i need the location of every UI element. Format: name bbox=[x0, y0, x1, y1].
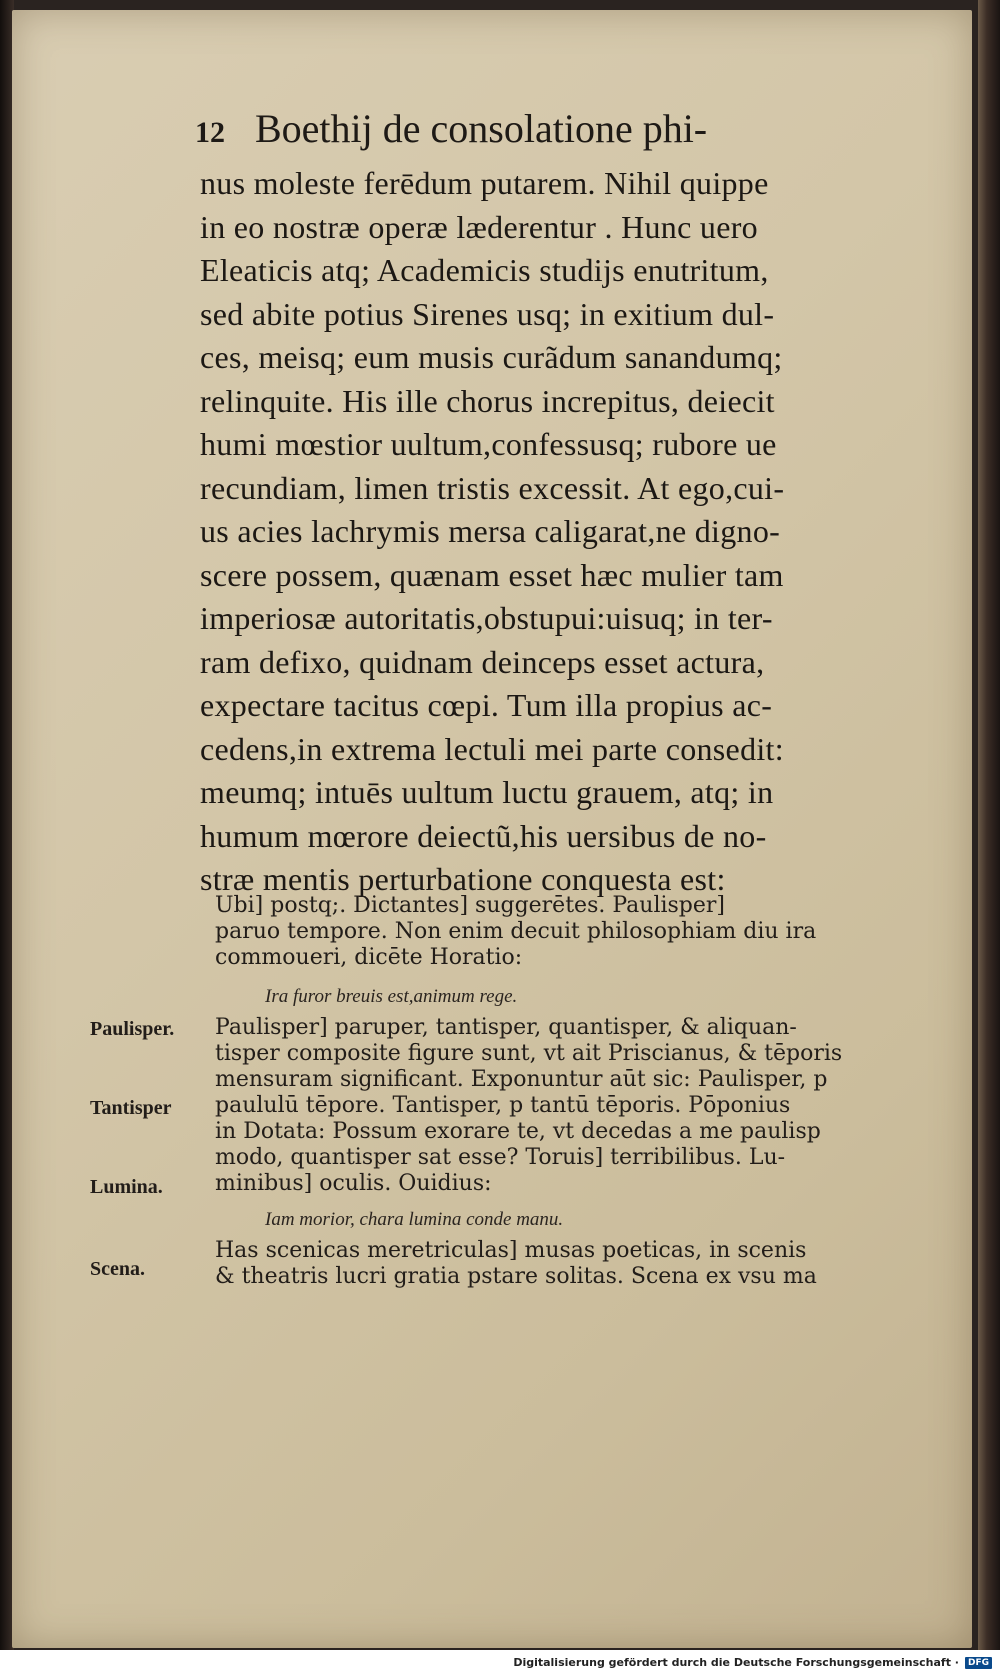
book-binding-right bbox=[978, 0, 1000, 1650]
commentary-line: tisper composite figure sunt, vt ait Priscianus, & tēporis bbox=[215, 1041, 843, 1066]
margin-note-scena: Scena. bbox=[90, 1258, 145, 1280]
commentary-line: paululū tēpore. Tantisper, p tantū tēporis. Pōponius bbox=[215, 1093, 791, 1118]
main-line: humum mœrore deiectũ,his uersibus de no- bbox=[200, 817, 767, 854]
main-line: relinquite. His ille chorus increpitus, deiecit bbox=[200, 382, 775, 419]
main-line: ram defixo, quidnam deinceps esset actura, bbox=[200, 643, 765, 680]
running-title: Boethij de consolatione phi- bbox=[255, 106, 708, 151]
margin-note-tantisper: Tantisper bbox=[90, 1097, 172, 1119]
main-line: meumq; intuēs uultum luctu grauem, atq; in bbox=[200, 774, 774, 810]
commentary-line: minibus] oculis. Ouidius: bbox=[215, 1171, 492, 1196]
main-line: sed abite potius Sirenes usq; in exitium dul- bbox=[200, 295, 775, 332]
commentary-line: Ubi] postq;. Dictantes] suggerētes. Paulisper] bbox=[215, 893, 726, 918]
margin-note-paulisper: Paulisper. bbox=[90, 1018, 175, 1040]
main-text bbox=[200, 162, 880, 902]
digitization-footer bbox=[0, 1650, 1000, 1675]
commentary-line: mensuram significant. Exponuntur aūt sic: Paulisper, p bbox=[215, 1067, 828, 1092]
commentary-line: & theatris lucri gratia pstare solitas. Scena ex vsu ma bbox=[215, 1264, 817, 1289]
main-line: in eo nostræ operæ læderentur . Hunc uero bbox=[200, 208, 758, 245]
verse-quote: Iam morior, chara lumina conde manu. bbox=[265, 1209, 564, 1230]
main-line: Eleaticis atq; Academicis studijs enutritum, bbox=[200, 252, 769, 288]
main-line: nus moleste ferēdum putarem. Nihil quippe bbox=[200, 165, 769, 201]
page-header bbox=[195, 105, 835, 165]
main-line: expectare tacitus cœpi. Tum illa propius ac- bbox=[200, 687, 773, 723]
commentary-line: Has scenicas meretriculas] musas poeticas, in scenis bbox=[215, 1238, 807, 1263]
main-line: cedens,in extrema lectuli mei parte consedit: bbox=[200, 730, 784, 767]
margin-note-lumina: Lumina. bbox=[90, 1176, 163, 1198]
main-line: stræ mentis perturbatione conquesta est: bbox=[200, 861, 726, 897]
footer-credit: Digitalisierung gefördert durch die Deutsche Forschungsgemeinschaft · bbox=[513, 1656, 959, 1669]
main-line: humi mœstior uultum,confessusq; rubore ue bbox=[200, 426, 777, 462]
main-line: scere possem, quænam esset hæc mulier tam bbox=[200, 556, 784, 593]
commentary-line: modo, quantisper sat esse? Toruis] terribilibus. Lu- bbox=[215, 1145, 786, 1170]
commentary-line: Paulisper] paruper, tantisper, quantisper, & aliquan- bbox=[215, 1015, 797, 1040]
commentary-line: paruo tempore. Non enim decuit philosophiam diu ira bbox=[215, 919, 817, 944]
main-line: us acies lachrymis mersa caligarat,ne digno- bbox=[200, 513, 781, 549]
main-line: recundiam, limen tristis excessit. At ego,cui- bbox=[200, 469, 785, 506]
page-number: 12 bbox=[195, 116, 225, 149]
commentary-line: in Dotata: Possum exorare te, vt decedas a me paulisp bbox=[215, 1119, 821, 1144]
dfg-logo-icon: DFG bbox=[965, 1657, 992, 1669]
commentary-line: commoueri, dicēte Horatio: bbox=[215, 945, 523, 970]
main-line: imperiosæ autoritatis,obstupui:uisuq; in ter- bbox=[200, 600, 773, 636]
verse-quote: Ira furor breuis est,animum rege. bbox=[265, 986, 518, 1007]
main-line: ces, meisq; eum musis curãdum sanandumq; bbox=[200, 339, 783, 375]
